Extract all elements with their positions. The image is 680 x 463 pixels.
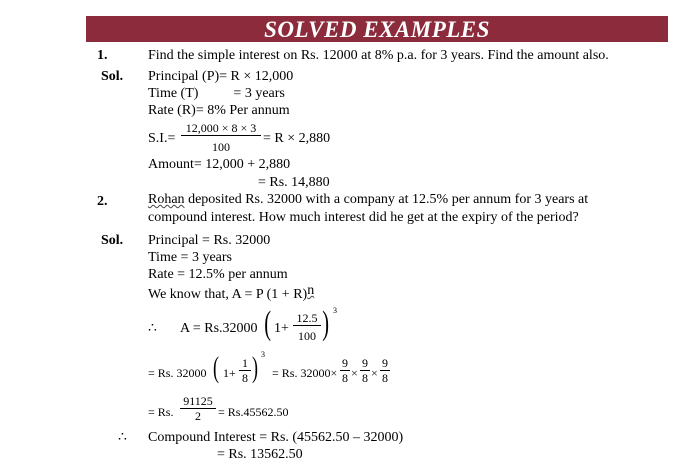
- q2-therefore-1: ∴: [148, 321, 157, 336]
- q2-step2-exponent: 3: [261, 350, 265, 359]
- question-1-number: 1.: [97, 48, 108, 63]
- q2-nine-3: 9: [382, 356, 388, 370]
- q2-step3-label: = Rs.: [148, 405, 174, 419]
- q1-amount: Amount= 12,000 + 2,880: [148, 157, 291, 172]
- q2-step2-mid: = Rs. 32000×: [272, 366, 338, 380]
- q2-step2-numerator: 1: [239, 356, 251, 371]
- q2-step1-fraction: [293, 311, 321, 343]
- q2-rate: Rate = 12.5% per annum: [148, 267, 288, 282]
- question-2-number: 2.: [97, 194, 108, 209]
- q2-step2-one-plus: 1+: [223, 366, 236, 380]
- q2-formula: [148, 283, 315, 303]
- q2-step1-open-paren: (: [264, 305, 272, 342]
- q2-name-word: Rohan: [148, 192, 185, 207]
- q2-line1-rest: deposited Rs. 32000 with a company at 12.5% per annum for 3 years at: [184, 192, 589, 207]
- q2-formula-prefix: We know that, A = P (1 + R): [148, 287, 308, 302]
- q2-formula-power: n: [307, 283, 315, 298]
- q2-therefore-2: ∴: [118, 430, 127, 445]
- q2-step1-close-paren: ): [322, 305, 330, 342]
- q2-time: Time = 3 years: [148, 250, 232, 265]
- q2-eight-2: 8: [362, 371, 368, 385]
- q2-step2-fraction: [239, 356, 251, 385]
- solution-1-label: Sol.: [101, 69, 124, 84]
- q1-si-result: = R × 2,880: [263, 131, 331, 146]
- question-1-text: Find the simple interest on Rs. 12000 at 8% p.a. for 3 years. Find the amount also.: [148, 48, 609, 63]
- q2-compound-interest: Compound Interest = Rs. (45562.50 – 32000): [148, 430, 404, 445]
- q1-rate: Rate (R)= 8% Per annum: [148, 103, 290, 118]
- q2-step3-numerator: 91125: [180, 394, 216, 409]
- q1-si-denominator: 100: [212, 140, 230, 154]
- section-title-banner: [86, 16, 668, 42]
- solution-2-label: Sol.: [101, 233, 124, 248]
- q2-nine-eighths-3: [380, 356, 390, 385]
- q2-nine-1: 9: [342, 356, 348, 370]
- q2-step1-denominator: 100: [298, 329, 316, 343]
- q2-step2-denominator: 8: [242, 371, 248, 385]
- question-2-line-1: [148, 191, 588, 208]
- q2-eight-3: 8: [382, 371, 388, 385]
- q2-step1-label: A = Rs.32000: [180, 321, 258, 336]
- q1-principal: Principal (P)= R × 12,000: [148, 69, 294, 84]
- q2-step2-label: = Rs. 32000: [148, 366, 207, 380]
- q2-times-2: ×: [371, 366, 378, 380]
- q2-nine-eighths-1: [340, 356, 350, 385]
- section-title: SOLVED EXAMPLES: [264, 17, 490, 42]
- q2-step2-open-paren: (: [213, 351, 219, 384]
- q2-eight-1: 8: [342, 371, 348, 385]
- q2-step3-fraction: [180, 394, 216, 423]
- q2-step2-close-paren: ): [252, 351, 258, 384]
- q2-compound-interest-result: = Rs. 13562.50: [217, 447, 303, 462]
- q2-step3-result: = Rs.45562.50: [218, 405, 289, 419]
- q2-step1-one-plus: 1+: [274, 321, 289, 336]
- q2-nine-2: 9: [362, 356, 368, 370]
- q2-step1-numerator: 12.5: [293, 311, 321, 326]
- q2-times-1: ×: [351, 366, 358, 380]
- q2-nine-eighths-2: [360, 356, 370, 385]
- q2-step1-exponent: 3: [333, 306, 337, 315]
- q2-principal: Principal = Rs. 32000: [148, 233, 271, 248]
- q1-time: Time (T) = 3 years: [148, 86, 285, 101]
- q2-step3-denominator: 2: [195, 409, 201, 423]
- q1-si-label: S.I.=: [148, 131, 176, 146]
- q1-si-fraction: [181, 121, 261, 154]
- question-2-line-2: compound interest. How much interest did he get at the expiry of the period?: [148, 210, 579, 225]
- q1-amount-result: = Rs. 14,880: [258, 175, 330, 190]
- q1-si-numerator: 12,000 × 8 × 3: [181, 121, 261, 136]
